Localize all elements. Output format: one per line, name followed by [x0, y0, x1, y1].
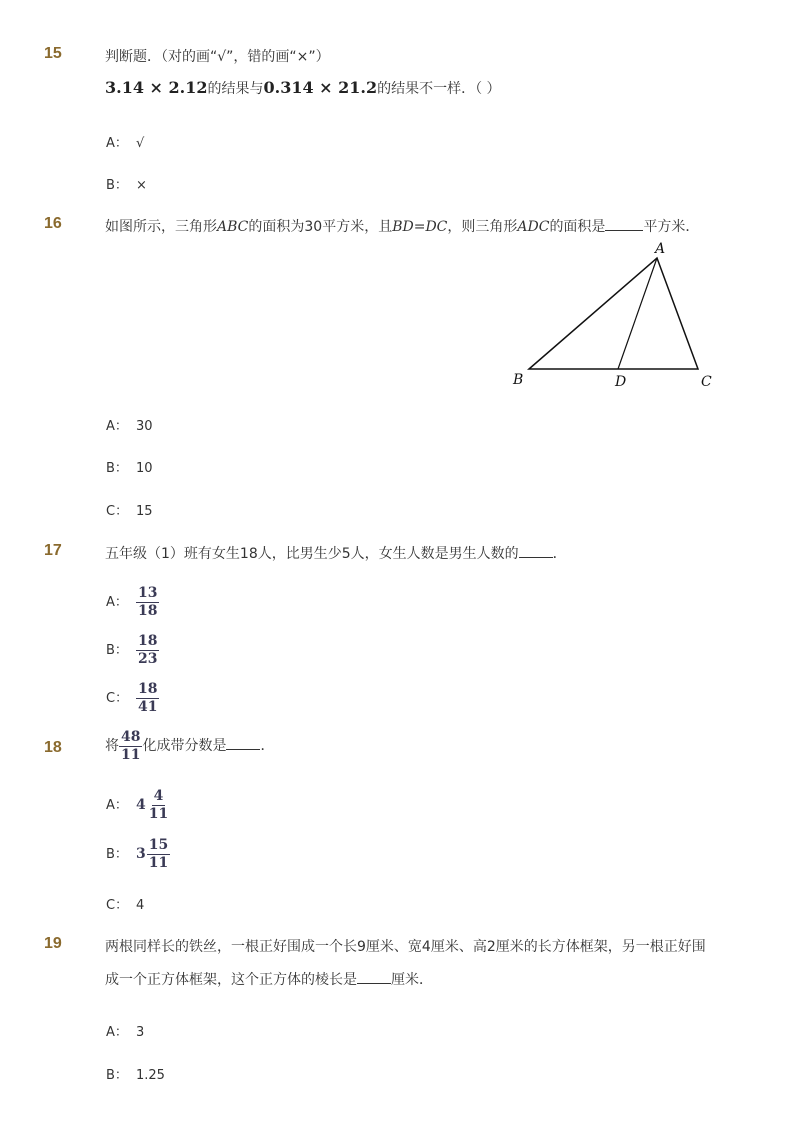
question-stem: 判断题．（对的画“√”，错的画“×”）: [105, 49, 330, 65]
option-a[interactable]: [106, 415, 153, 434]
fraction: $\frac{4}{11}$: [148, 788, 169, 822]
option-c[interactable]: [106, 894, 144, 913]
option-label: A：: [106, 1025, 128, 1040]
segment-name: DC: [425, 219, 448, 235]
option-label: A：: [106, 594, 128, 610]
option-value: 10: [136, 461, 153, 476]
vertex-label-b: B: [513, 372, 524, 388]
question-statement: [105, 78, 501, 98]
question-stem-cont: 成一个正方体框架，这个正方体的棱长是 厘米．: [105, 972, 433, 988]
math-expression: 3.14 × 2.12: [105, 78, 208, 97]
option-b[interactable]: [106, 634, 159, 666]
option-label: B：: [106, 642, 128, 658]
option-a[interactable]: [106, 789, 170, 821]
option-label: C：: [106, 504, 129, 519]
statement-text: 的结果与: [207, 81, 264, 97]
option-value: 4: [136, 898, 145, 913]
option-label: A：: [106, 797, 128, 813]
mixed-number-whole: 4: [136, 797, 146, 814]
answer-blank[interactable]: [226, 737, 260, 750]
triangle-figure: [505, 238, 725, 390]
question-number: 19: [44, 935, 62, 952]
triangle-abc: [529, 258, 698, 369]
math-expression: 0.314 × 21.2: [263, 78, 378, 97]
option-b[interactable]: [106, 174, 147, 193]
option-c[interactable]: [106, 500, 153, 519]
question-stem: 五年级（1）班有女生18人，比男生少5人，女生人数是男生人数的 ．: [105, 546, 567, 562]
option-b[interactable]: [106, 1064, 165, 1083]
answer-blank[interactable]: [357, 971, 391, 984]
question-number: 15: [44, 45, 62, 62]
option-label: B：: [106, 178, 128, 193]
option-a[interactable]: [106, 132, 144, 151]
question-number: 18: [44, 739, 62, 756]
answer-blank[interactable]: [605, 218, 643, 231]
triangle-name: ABC: [217, 219, 249, 235]
option-label: A：: [106, 136, 128, 151]
fraction: $\frac{48}{11}$: [121, 729, 141, 763]
option-value: 30: [136, 419, 153, 434]
option-b[interactable]: [106, 457, 153, 476]
triangle-name: ADC: [517, 219, 550, 235]
question-stem: 两根同样长的铁丝，一根正好围成一个长9厘米、宽4厘米、高2厘米的长方体框架，另一根正好围: [105, 939, 706, 955]
option-a[interactable]: [106, 1021, 144, 1040]
option-label: A：: [106, 419, 128, 434]
option-label: B：: [106, 1068, 128, 1083]
question-stem: 将 $\frac{48}{11}$ 化成带分数是 ．: [105, 729, 275, 763]
option-a[interactable]: [106, 586, 159, 618]
option-label: B：: [106, 846, 128, 862]
statement-text: 的结果不一样．（ ）: [377, 81, 501, 97]
answer-blank[interactable]: [519, 545, 553, 558]
option-value: 1.25: [136, 1068, 165, 1083]
question-number: 16: [44, 215, 62, 232]
fraction: $\frac{13}{18}$: [138, 585, 158, 619]
vertex-label-c: C: [701, 374, 712, 390]
option-label: B：: [106, 461, 128, 476]
question-stem: 如图所示，三角形ABC的面积为30平方米，且BD=DC，则三角形ADC的面积是 平方米．: [105, 219, 700, 235]
option-c[interactable]: [106, 682, 159, 714]
point-label-d: D: [615, 374, 627, 390]
option-b[interactable]: [106, 838, 170, 870]
question-number: 17: [44, 542, 62, 559]
fraction: $\frac{15}{11}$: [148, 837, 169, 871]
vertex-label-a: A: [655, 241, 666, 257]
segment-name: BD: [392, 219, 414, 235]
option-value: 3: [136, 1025, 145, 1040]
fraction: $\frac{18}{23}$: [138, 633, 158, 667]
option-value: √: [136, 136, 145, 151]
option-value: 15: [136, 504, 153, 519]
option-label: C：: [106, 690, 129, 706]
option-label: C：: [106, 898, 129, 913]
mixed-number-whole: 3: [136, 846, 146, 863]
fraction: $\frac{18}{41}$: [138, 681, 158, 715]
option-value: ×: [136, 178, 147, 193]
